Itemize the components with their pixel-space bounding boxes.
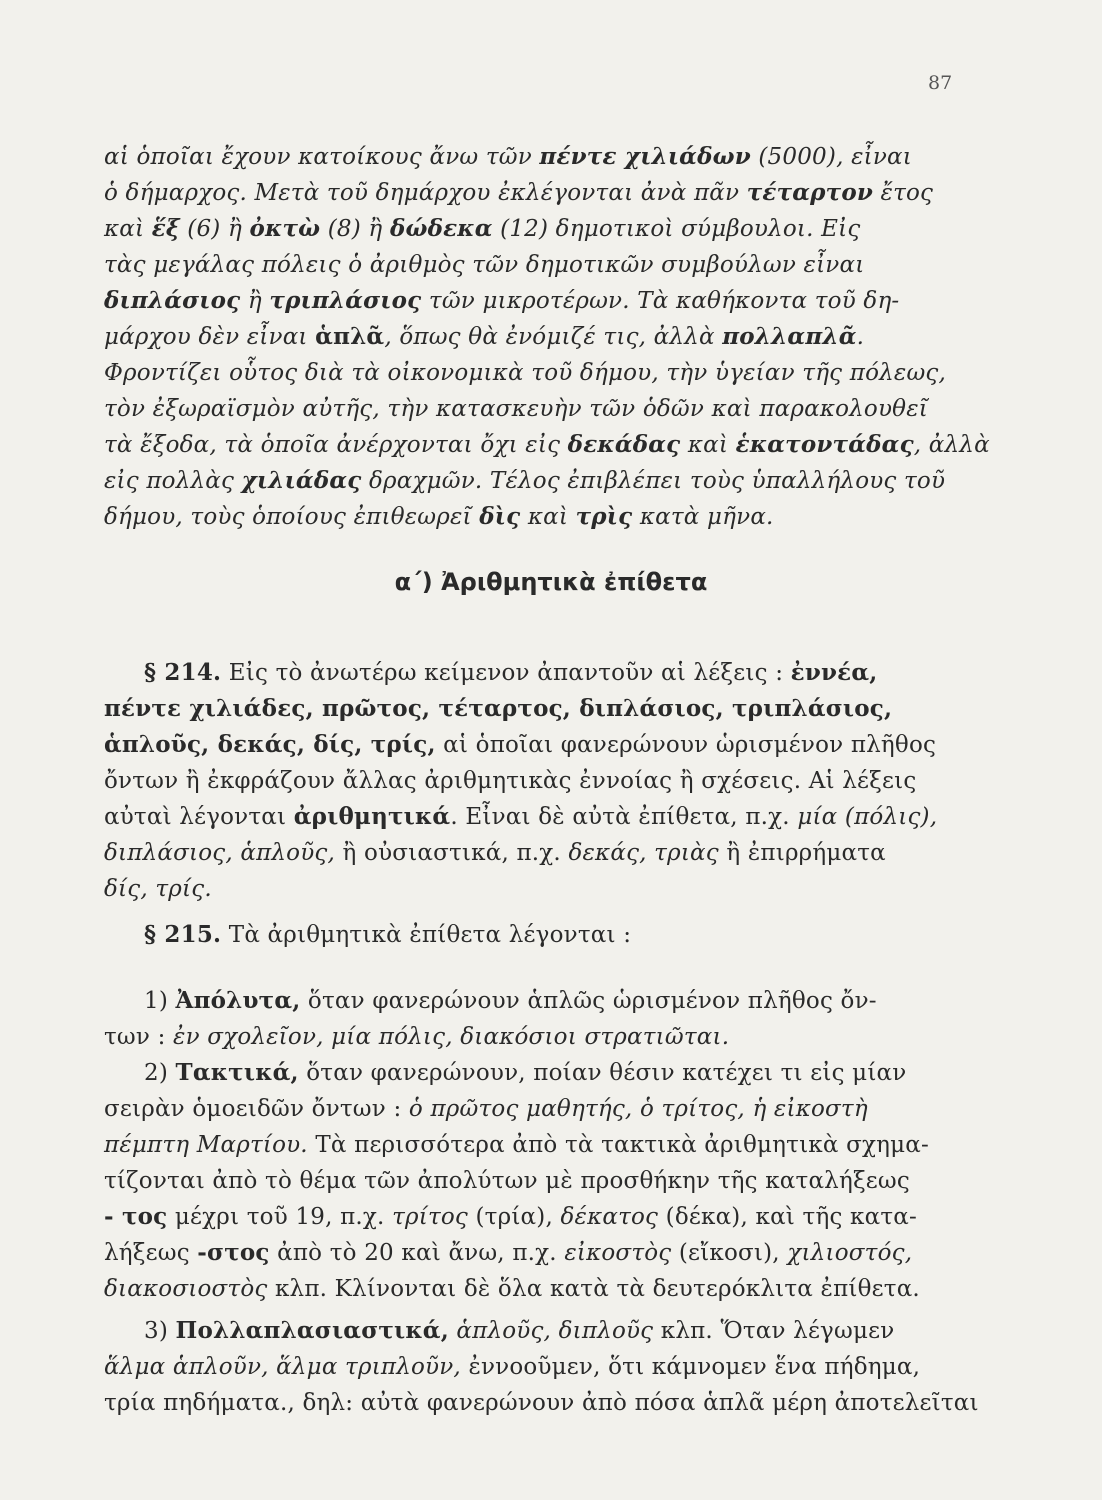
text-line: [104, 502, 964, 532]
text-line: [144, 1316, 964, 1346]
text-span: μέχρι τοῦ 19, π.χ.: [167, 1204, 393, 1230]
text-span: κλπ. Κλίνονται δὲ ὅλα κατὰ τὰ δευτερόκλιτα ἐπίθετα.: [267, 1276, 920, 1302]
text-span: (6) ἢ: [179, 216, 250, 242]
example-text: ὁ πρῶτος μαθητής, ὁ τρίτος, ἡ εἰκοστὴ: [408, 1096, 868, 1122]
text-line: ὄντων ἢ ἐκφράζουν ἄλλας ἀριθμητικὰς ἐννοίας ἢ σχέσεις. Αἱ λέξεις: [104, 768, 917, 794]
section-heading: α΄) Ἀριθμητικὰ ἐπίθετα: [394, 568, 708, 596]
text-span: τὰ ἔξοδα, τὰ ὁποῖα ἀνέρχονται ὄχι εἰς: [104, 432, 568, 458]
text-span: (δέκα), καὶ τῆς κατα-: [658, 1204, 917, 1230]
text-line: [104, 178, 964, 208]
text-span: καὶ: [104, 216, 152, 242]
text-span: τῶν μικροτέρων. Τὰ καθήκοντα τοῦ δη-: [421, 288, 900, 314]
text-span: καὶ: [680, 432, 736, 458]
emphasis-term: Ἀπόλυτα,: [175, 987, 301, 1014]
emphasis-term: Τακτικά,: [175, 1059, 299, 1086]
text-span: (12) δημοτικοὶ σύμβουλοι. Εἰς: [492, 216, 861, 242]
text-line: τρία πηδήματα., δηλ: αὐτὰ φανερώνουν ἀπὸ πόσα ἁπλᾶ μέρη ἀποτελεῖται: [104, 1390, 979, 1416]
text-line: Φροντίζει οὗτος διὰ τὰ οἰκονομικὰ τοῦ δήμου, τὴν ὑγείαν τῆς πόλεως,: [104, 360, 946, 386]
emphasis-term: ἐννέα,: [790, 659, 878, 686]
text-span: ἢ: [240, 288, 270, 314]
text-span: , ἀλλὰ: [913, 432, 990, 458]
text-span: ἐννοοῦμεν, ὅτι κάμνομεν ἕνα πήδημα,: [460, 1354, 921, 1380]
list-number: 2): [144, 1060, 176, 1086]
text-span: αἱ ὁποῖαι φανερώνουν ὡρισμένον πλῆθος: [435, 732, 937, 758]
emphasis-term: τέταρτον: [746, 179, 874, 206]
text-line: τίζονται ἀπὸ τὸ θέμα τῶν ἀπολύτων μὲ προσθήκην τῆς καταλήξεως: [104, 1168, 910, 1194]
example-text: διακοσιοστὸς: [104, 1276, 268, 1302]
example-text: τρίτος: [392, 1204, 468, 1230]
example-text: εἰκοστὸς: [564, 1240, 672, 1266]
text-span: ἢ οὐσιαστικά, π.χ.: [335, 840, 569, 866]
text-line: δίς, τρίς.: [104, 876, 212, 902]
emphasis-term: Πολλαπλασιαστικά,: [175, 1317, 449, 1344]
text-span: ἢ ἐπιρρήματα: [718, 840, 886, 866]
text-span: ἀπὸ τὸ 20 καὶ ἄνω, π.χ.: [269, 1240, 565, 1266]
text-span: αἱ ὁποῖαι ἔχουν κατοίκους ἄνω τῶν: [104, 144, 540, 170]
emphasis-term: τριπλάσιος: [269, 287, 422, 314]
emphasis-term: δεκάδας: [567, 431, 681, 458]
example-text: χιλιοστός,: [787, 1240, 913, 1266]
emphasis-term: πολλαπλᾶ: [722, 323, 857, 350]
text-span: , ὅπως θὰ ἐνόμιζέ τις, ἀλλὰ: [384, 324, 723, 350]
text-span: λήξεως: [104, 1240, 198, 1266]
text-span: ὁ δήμαρχος. Μετὰ τοῦ δημάρχου ἐκλέγονται ἀνὰ πᾶν: [104, 180, 747, 206]
text-line: [104, 430, 990, 460]
text-line: [144, 920, 964, 950]
text-span: αὐταὶ λέγονται: [104, 804, 294, 830]
text-span: ὅταν φανερώνουν ἁπλῶς ὡρισμένον πλῆθος ὄν-: [300, 988, 877, 1014]
text-span: Εἰς τὸ ἀνωτέρω κείμενον ἀπαντοῦν αἱ λέξεις :: [221, 660, 791, 686]
text-line: [104, 322, 964, 352]
text-span: εἰς πολλὰς: [104, 468, 242, 494]
text-line: [104, 1202, 964, 1232]
text-span: κλπ. Ὅταν λέγωμεν: [653, 1318, 895, 1344]
example-text: ἅλμα ἁπλοῦν, ἅλμα τριπλοῦν,: [104, 1354, 461, 1380]
example-text: δέκατος: [560, 1204, 659, 1230]
text-span: δραχμῶν. Τέλος ἐπιβλέπει τοὺς ὑπαλλήλους τοῦ: [361, 468, 946, 494]
text-span: Τὰ περισσότερα ἀπὸ τὰ τακτικὰ ἀριθμητικὰ σχημα-: [307, 1132, 929, 1158]
text-line: [104, 802, 964, 832]
text-span: (8) ἢ: [320, 216, 390, 242]
text-span: σειρὰν ὁμοειδῶν ὄντων :: [104, 1096, 409, 1122]
emphasis-term: διπλάσιος: [104, 287, 241, 314]
text-line: [104, 214, 964, 244]
emphasis-term: ὀκτὼ: [249, 215, 321, 242]
emphasis-term: - τος: [104, 1203, 168, 1230]
emphasis-term: -στος: [197, 1239, 270, 1266]
emphasis-term: ἁπλᾶ: [315, 323, 385, 350]
example-text: δεκάς, τριὰς: [568, 840, 719, 866]
emphasis-term: ἀριθμητικά: [293, 803, 451, 830]
text-line: τὸν ἐξωραϊσμὸν αὐτῆς, τὴν κατασκευὴν τῶν ὁδῶν καὶ παρακολουθεῖ: [104, 396, 928, 422]
text-line: [104, 142, 964, 172]
example-text: ἐν σχολεῖον, μία πόλις, διακόσιοι στρατιῶται.: [173, 1024, 730, 1050]
page-number: 87: [928, 72, 953, 94]
emphasis-term: ἁπλοῦς, δεκάς, δίς, τρίς,: [104, 731, 436, 758]
example-text: ἁπλοῦς, διπλοῦς: [456, 1318, 654, 1344]
text-line: [144, 658, 964, 688]
emphasis-term: πέντε χιλιάδων: [539, 143, 751, 170]
emphasis-term: χιλιάδας: [241, 467, 362, 494]
text-span: των :: [104, 1024, 174, 1050]
emphasis-term: δώδεκα: [389, 215, 493, 242]
text-line: [144, 986, 964, 1016]
text-line: τὰς μεγάλας πόλεις ὁ ἀριθμὸς τῶν δημοτικῶν συμβούλων εἶναι: [104, 252, 865, 278]
text-span: Τὰ ἀριθμητικὰ ἐπίθετα λέγονται :: [221, 922, 632, 948]
text-line: [104, 1352, 964, 1382]
example-text: διπλάσιος, ἁπλοῦς,: [104, 840, 336, 866]
example-text: πέμπτη Μαρτίου.: [104, 1132, 308, 1158]
text-line: [144, 1058, 964, 1088]
text-line: [104, 1238, 964, 1268]
text-span: (5000), εἶναι: [750, 144, 912, 170]
text-line: [104, 730, 964, 760]
section-number: § 215.: [144, 921, 222, 948]
text-span: ἔτος: [873, 180, 934, 206]
emphasis-term: ἕξ: [151, 215, 180, 242]
text-span: δήμου, τοὺς ὁποίους ἐπιθεωρεῖ: [104, 504, 480, 530]
text-line: [104, 838, 964, 868]
text-line: πέντε χιλιάδες, πρῶτος, τέταρτος, διπλάσιος, τριπλάσιος,: [104, 695, 893, 722]
list-number: 1): [144, 988, 176, 1014]
text-span: (τρία),: [468, 1204, 561, 1230]
text-line: [104, 286, 964, 316]
text-line: [104, 1094, 964, 1124]
text-span: μάρχου δὲν εἶναι: [104, 324, 316, 350]
example-text: μία (πόλις),: [797, 804, 938, 830]
text-span: . Εἶναι δὲ αὐτὰ ἐπίθετα, π.χ.: [450, 804, 798, 830]
text-span: κατὰ μῆνα.: [632, 504, 774, 530]
emphasis-term: τρὶς: [575, 503, 633, 530]
emphasis-term: ἑκατοντάδας: [735, 431, 914, 458]
text-span: .: [856, 324, 865, 350]
text-line: [104, 466, 964, 496]
text-line: [104, 1130, 964, 1160]
text-line: [104, 1274, 964, 1304]
text-span: ὅταν φανερώνουν, ποίαν θέσιν κατέχει τι εἰς μίαν: [298, 1060, 907, 1086]
section-number: § 214.: [144, 659, 222, 686]
emphasis-term: δὶς: [479, 503, 521, 530]
text-line: [104, 1022, 964, 1052]
text-span: καὶ: [520, 504, 576, 530]
text-span: (εἴκοσι),: [671, 1240, 788, 1266]
list-number: 3): [144, 1318, 176, 1344]
